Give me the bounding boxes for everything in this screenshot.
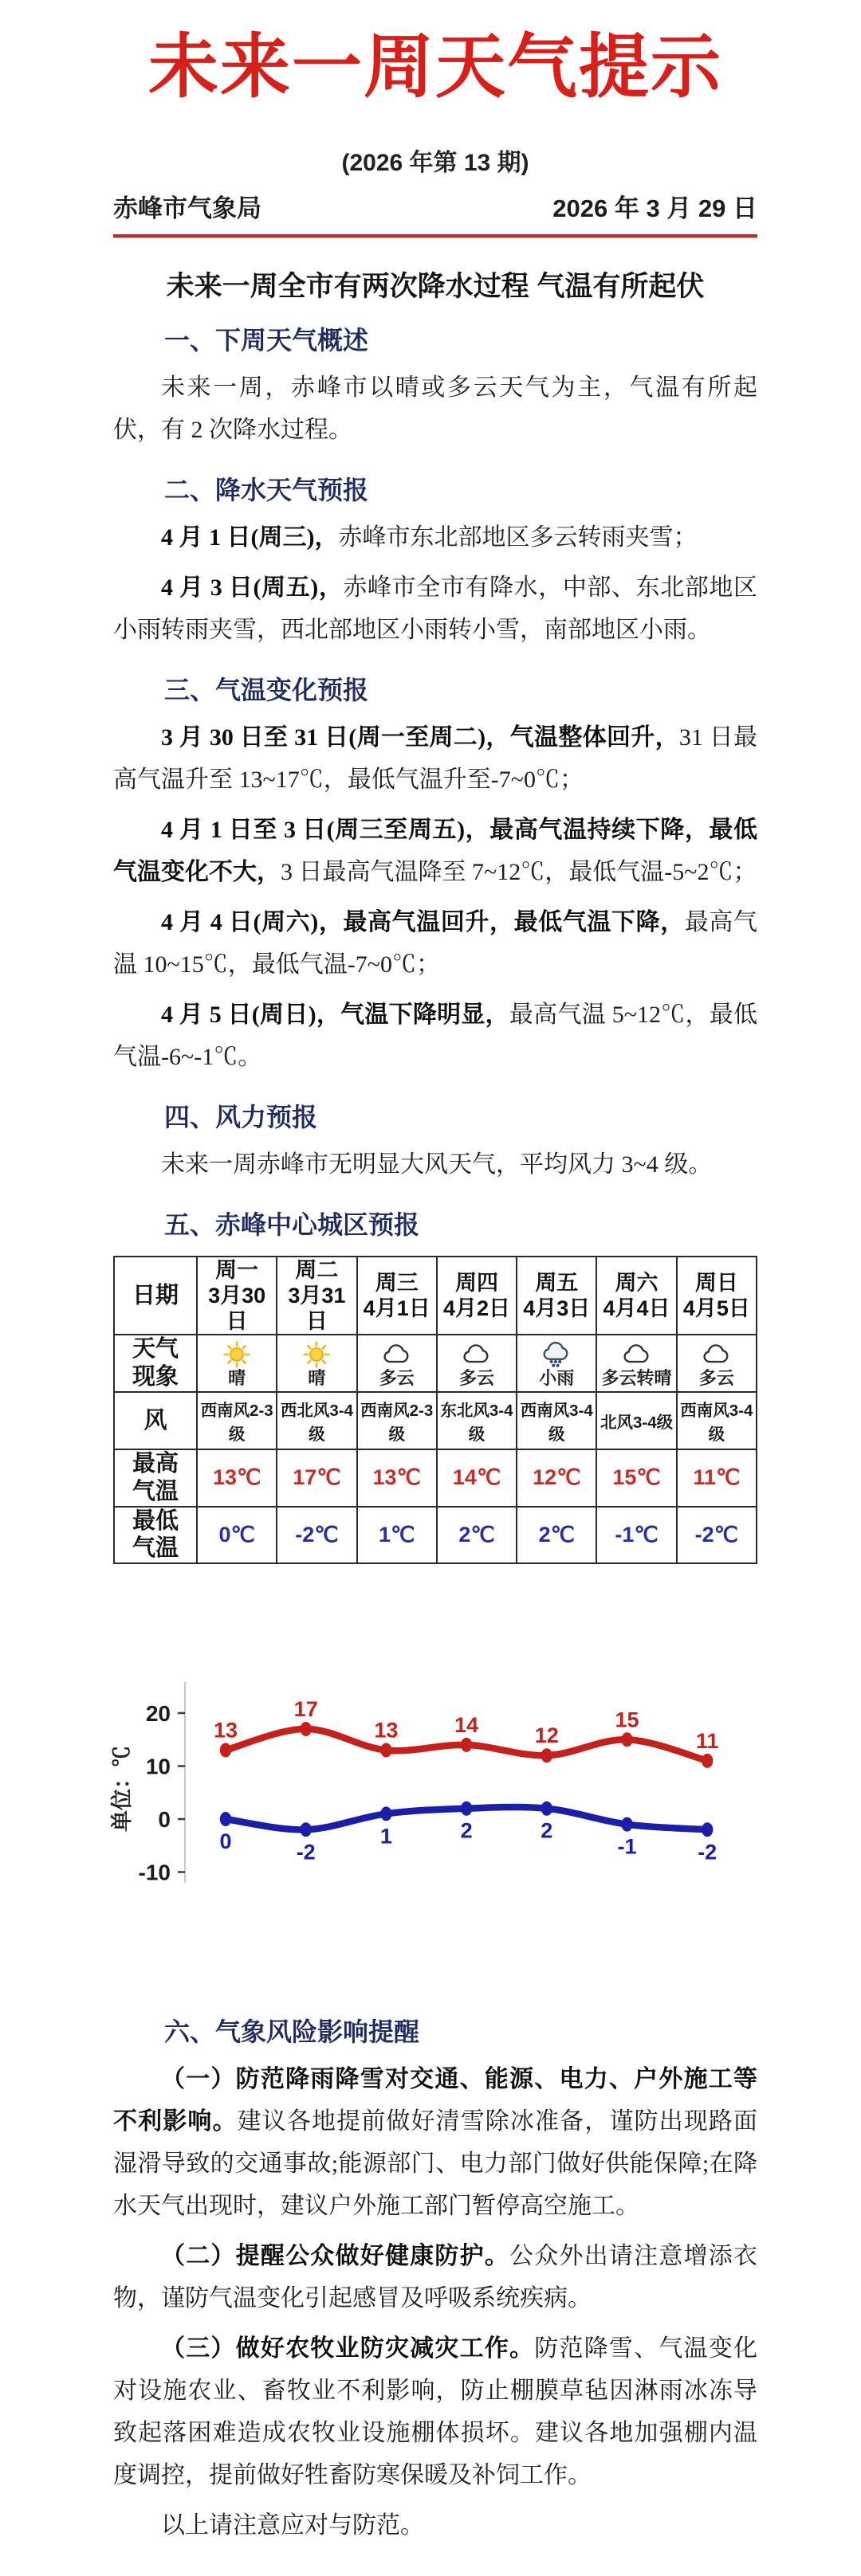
temperature-trend-chart-wrap xyxy=(0,1633,861,1967)
day-column-header: 周六 4月4日 xyxy=(596,1257,676,1335)
data-point xyxy=(621,1732,632,1747)
day-column-header: 周四 4月2日 xyxy=(437,1257,517,1335)
data-point-label: 15 xyxy=(615,1708,639,1732)
y-axis-title: 单位：℃ xyxy=(110,1746,134,1833)
high-temp-cell: 17℃ xyxy=(277,1449,356,1507)
paragraph xyxy=(113,716,757,801)
paragraph-text: 防范降雪、气温变化对设施农业、畜牧业不利影响，防止棚膜草毡因淋雨冰冻导致起落困难造成农牧业设施棚体损坏。建议各地加强棚内温度调控，提前做好牲畜防寒保暖及补饲工作。 xyxy=(113,2335,758,2489)
sunny-icon xyxy=(198,1340,276,1369)
data-point-label: 12 xyxy=(534,1723,559,1748)
data-point-label: 14 xyxy=(454,1713,479,1738)
table-row-weather xyxy=(114,1335,757,1392)
data-point xyxy=(621,1817,632,1832)
high-temp-cell: 14℃ xyxy=(437,1449,517,1507)
wind-cell: 西南风2-3级 xyxy=(197,1392,277,1449)
paragraph xyxy=(113,901,757,986)
wind-cell: 西南风3-4级 xyxy=(517,1392,596,1449)
data-point-label: 11 xyxy=(695,1729,719,1754)
low-temp-cell: 2℃ xyxy=(517,1507,596,1564)
wind-cell: 东北风3-4级 xyxy=(437,1392,517,1449)
row-label-wind: 风 xyxy=(114,1392,197,1449)
data-point xyxy=(461,1738,472,1752)
cloudy-icon xyxy=(597,1340,675,1369)
temperature-trend-chart xyxy=(0,1633,861,1967)
y-tick-label: 10 xyxy=(145,1754,171,1779)
data-point-label: -2 xyxy=(296,1840,316,1864)
high-temp-cell: 12℃ xyxy=(517,1449,596,1507)
data-point xyxy=(702,1822,713,1837)
high-temp-cell: 11℃ xyxy=(677,1449,757,1507)
paragraph-text: 赤峰市全市有降水，中部、东北部地区小雨转雨夹雪，西北部地区小雨转小雪，南部地区小雨。 xyxy=(113,574,758,643)
low-temp-cell: 2℃ xyxy=(437,1507,517,1564)
weather-cell: 多云转晴 xyxy=(596,1335,676,1392)
wind-cell: 西南风3-4级 xyxy=(677,1392,757,1449)
agency-name: 赤峰市气象局 xyxy=(113,194,261,222)
low-temp-cell: -2℃ xyxy=(677,1507,757,1564)
row-label-high-temp: 最高气温 xyxy=(114,1449,197,1507)
day-column-header: 周二 3月31日 xyxy=(277,1257,356,1335)
high-temp-cell: 13℃ xyxy=(357,1449,437,1507)
paragraph-text: 最高气温 10~15℃，最低气温-7~0℃； xyxy=(113,909,758,978)
paragraph-text: 3 日最高气温降至 7~12℃，最低气温-5~2℃； xyxy=(281,859,757,885)
table-row-date xyxy=(114,1257,757,1335)
data-point xyxy=(541,1802,552,1816)
data-point xyxy=(301,1722,312,1736)
y-tick-label: -10 xyxy=(138,1860,171,1885)
section-6-heading: 六、气象风险影响提醒 xyxy=(164,2017,420,2047)
row-label-weather: 天气现象 xyxy=(114,1335,197,1392)
high-temp-cell: 15℃ xyxy=(596,1449,676,1507)
data-point-label: -2 xyxy=(698,1840,718,1864)
paragraph-text: 公众外出请注意增添衣物，谨防气温变化引起感冒及呼吸系统疾病。 xyxy=(113,2243,758,2312)
paragraph-lead: 4 月 5 日(周日)，气温下降明显， xyxy=(161,1002,509,1028)
table-row-wind xyxy=(114,1392,757,1449)
day-column-header: 周三 4月1日 xyxy=(357,1257,437,1335)
paragraph xyxy=(113,809,757,893)
section-4-paragraph: 未来一周赤峰市无明显大风天气，平均风力 3~4 级。 xyxy=(161,1151,713,1178)
paragraph-text: 31 日最高气温升至 13~17℃，最低气温升至-7~0℃； xyxy=(113,724,758,793)
wind-cell: 北风3-4级 xyxy=(596,1392,676,1449)
section-1-paragraph: 未来一周，赤峰市以晴或多云天气为主，气温有所起伏，有 2 次降水过程。 xyxy=(113,374,757,443)
data-point xyxy=(380,1807,391,1821)
cloudy-icon xyxy=(438,1340,516,1369)
paragraph-text: 最高气温 5~12℃，最低气温-6~-1℃。 xyxy=(113,1002,757,1070)
row-label-date: 日期 xyxy=(114,1257,197,1335)
paragraph xyxy=(113,2058,757,2227)
series-high-temp xyxy=(214,1697,718,1768)
weather-cell: 多云 xyxy=(437,1335,517,1392)
data-point-label: -1 xyxy=(617,1834,637,1859)
data-point xyxy=(380,1743,391,1758)
paragraph xyxy=(113,2327,757,2496)
data-point xyxy=(220,1743,231,1758)
section-5-heading: 五、赤峰中心城区预报 xyxy=(164,1210,420,1239)
city-forecast-table xyxy=(113,1256,757,1564)
weather-cell: 小雨 xyxy=(517,1335,596,1392)
section-3-heading: 三、气温变化预报 xyxy=(164,676,369,704)
paragraph xyxy=(113,994,757,1078)
low-temp-cell: -1℃ xyxy=(596,1507,676,1564)
weather-cell: 晴 xyxy=(197,1335,277,1392)
paragraph-lead: （三）做好农牧业防灾减灾工作。 xyxy=(161,2335,535,2362)
row-label-low-temp: 最低气温 xyxy=(114,1507,197,1564)
table-row-low-temp xyxy=(114,1507,757,1564)
page-title: 未来一周天气提示 xyxy=(147,27,722,106)
paragraph-lead: 4 月 3 日(周五)， xyxy=(161,574,344,601)
wind-cell: 西南风2-3级 xyxy=(357,1392,437,1449)
y-tick-label: 0 xyxy=(158,1807,171,1833)
data-point xyxy=(541,1748,552,1762)
paragraph-lead: （二）提醒公众做好健康防护。 xyxy=(161,2243,510,2270)
data-point-label: 17 xyxy=(293,1697,318,1722)
paragraph-lead: （一）防范降雨降雪对交通、能源、电力、户外施工等不利影响。 xyxy=(113,2066,757,2135)
data-point-label: 2 xyxy=(541,1818,553,1843)
paragraph xyxy=(113,2235,757,2319)
section-4-heading: 四、风力预报 xyxy=(164,1103,318,1131)
issue-date: 2026 年 3 月 29 日 xyxy=(552,194,757,222)
wind-cell: 西北风3-4级 xyxy=(277,1392,356,1449)
weather-cell: 多云 xyxy=(357,1335,437,1392)
light-rain-icon xyxy=(517,1340,596,1369)
cloudy-icon xyxy=(358,1340,436,1369)
data-point xyxy=(301,1822,312,1837)
sunny-icon xyxy=(277,1340,356,1369)
weather-cell: 晴 xyxy=(277,1335,356,1392)
section-2-heading: 二、降水天气预报 xyxy=(164,476,369,504)
data-point-label: 1 xyxy=(379,1824,392,1849)
y-tick-label: 20 xyxy=(145,1701,171,1727)
series-low-temp xyxy=(219,1802,717,1864)
data-point xyxy=(220,1812,231,1826)
low-temp-cell: -2℃ xyxy=(277,1507,356,1564)
doc-subtitle: 未来一周全市有两次降水过程 气温有所起伏 xyxy=(166,271,705,302)
high-temp-cell: 13℃ xyxy=(197,1449,277,1507)
cloudy-icon xyxy=(678,1340,756,1369)
data-point-label: 0 xyxy=(219,1829,232,1854)
header-rule xyxy=(113,234,757,238)
paragraph-text: 赤峰市东北部地区多云转雨夹雪； xyxy=(338,524,698,551)
day-column-header: 周日 4月5日 xyxy=(677,1257,757,1335)
table-row-high-temp xyxy=(114,1449,757,1507)
agency-row xyxy=(113,191,757,226)
paragraph-lead: 4 月 4 日(周六)，最高气温回升，最低气温下降， xyxy=(161,909,685,935)
paragraph-lead: 4 月 1 日至 3 日(周三至周五)，最高气温持续下降，最低气温变化不大， xyxy=(113,817,757,885)
data-point xyxy=(461,1802,472,1816)
issue-number: (2026 年第 13 期) xyxy=(341,150,529,176)
day-column-header: 周五 4月3日 xyxy=(517,1257,596,1335)
paragraph-lead: 4 月 1 日(周三)， xyxy=(161,524,339,551)
paragraph xyxy=(113,567,757,651)
paragraph xyxy=(113,516,757,559)
closing-line: 以上请注意应对与防范。 xyxy=(161,2512,424,2539)
paragraph-lead: 3 月 30 日至 31 日(周一至周二)，气温整体回升， xyxy=(161,724,679,751)
weather-cell: 多云 xyxy=(677,1335,757,1392)
paragraph-text: 建议各地提前做好清雪除冰准备，谨防出现路面湿滑导致的交通事故;能源部门、电力部门做好供能保障;在降水天气出现时，建议户外施工部门暂停高空施工。 xyxy=(113,2108,758,2220)
section-1-heading: 一、下周天气概述 xyxy=(164,326,369,355)
data-point-label: 2 xyxy=(460,1818,473,1843)
data-point-label: 13 xyxy=(374,1718,399,1743)
data-point-label: 13 xyxy=(213,1718,238,1743)
day-column-header: 周一 3月30日 xyxy=(197,1257,277,1335)
data-point xyxy=(702,1754,713,1768)
low-temp-cell: 1℃ xyxy=(357,1507,437,1564)
low-temp-cell: 0℃ xyxy=(197,1507,277,1564)
